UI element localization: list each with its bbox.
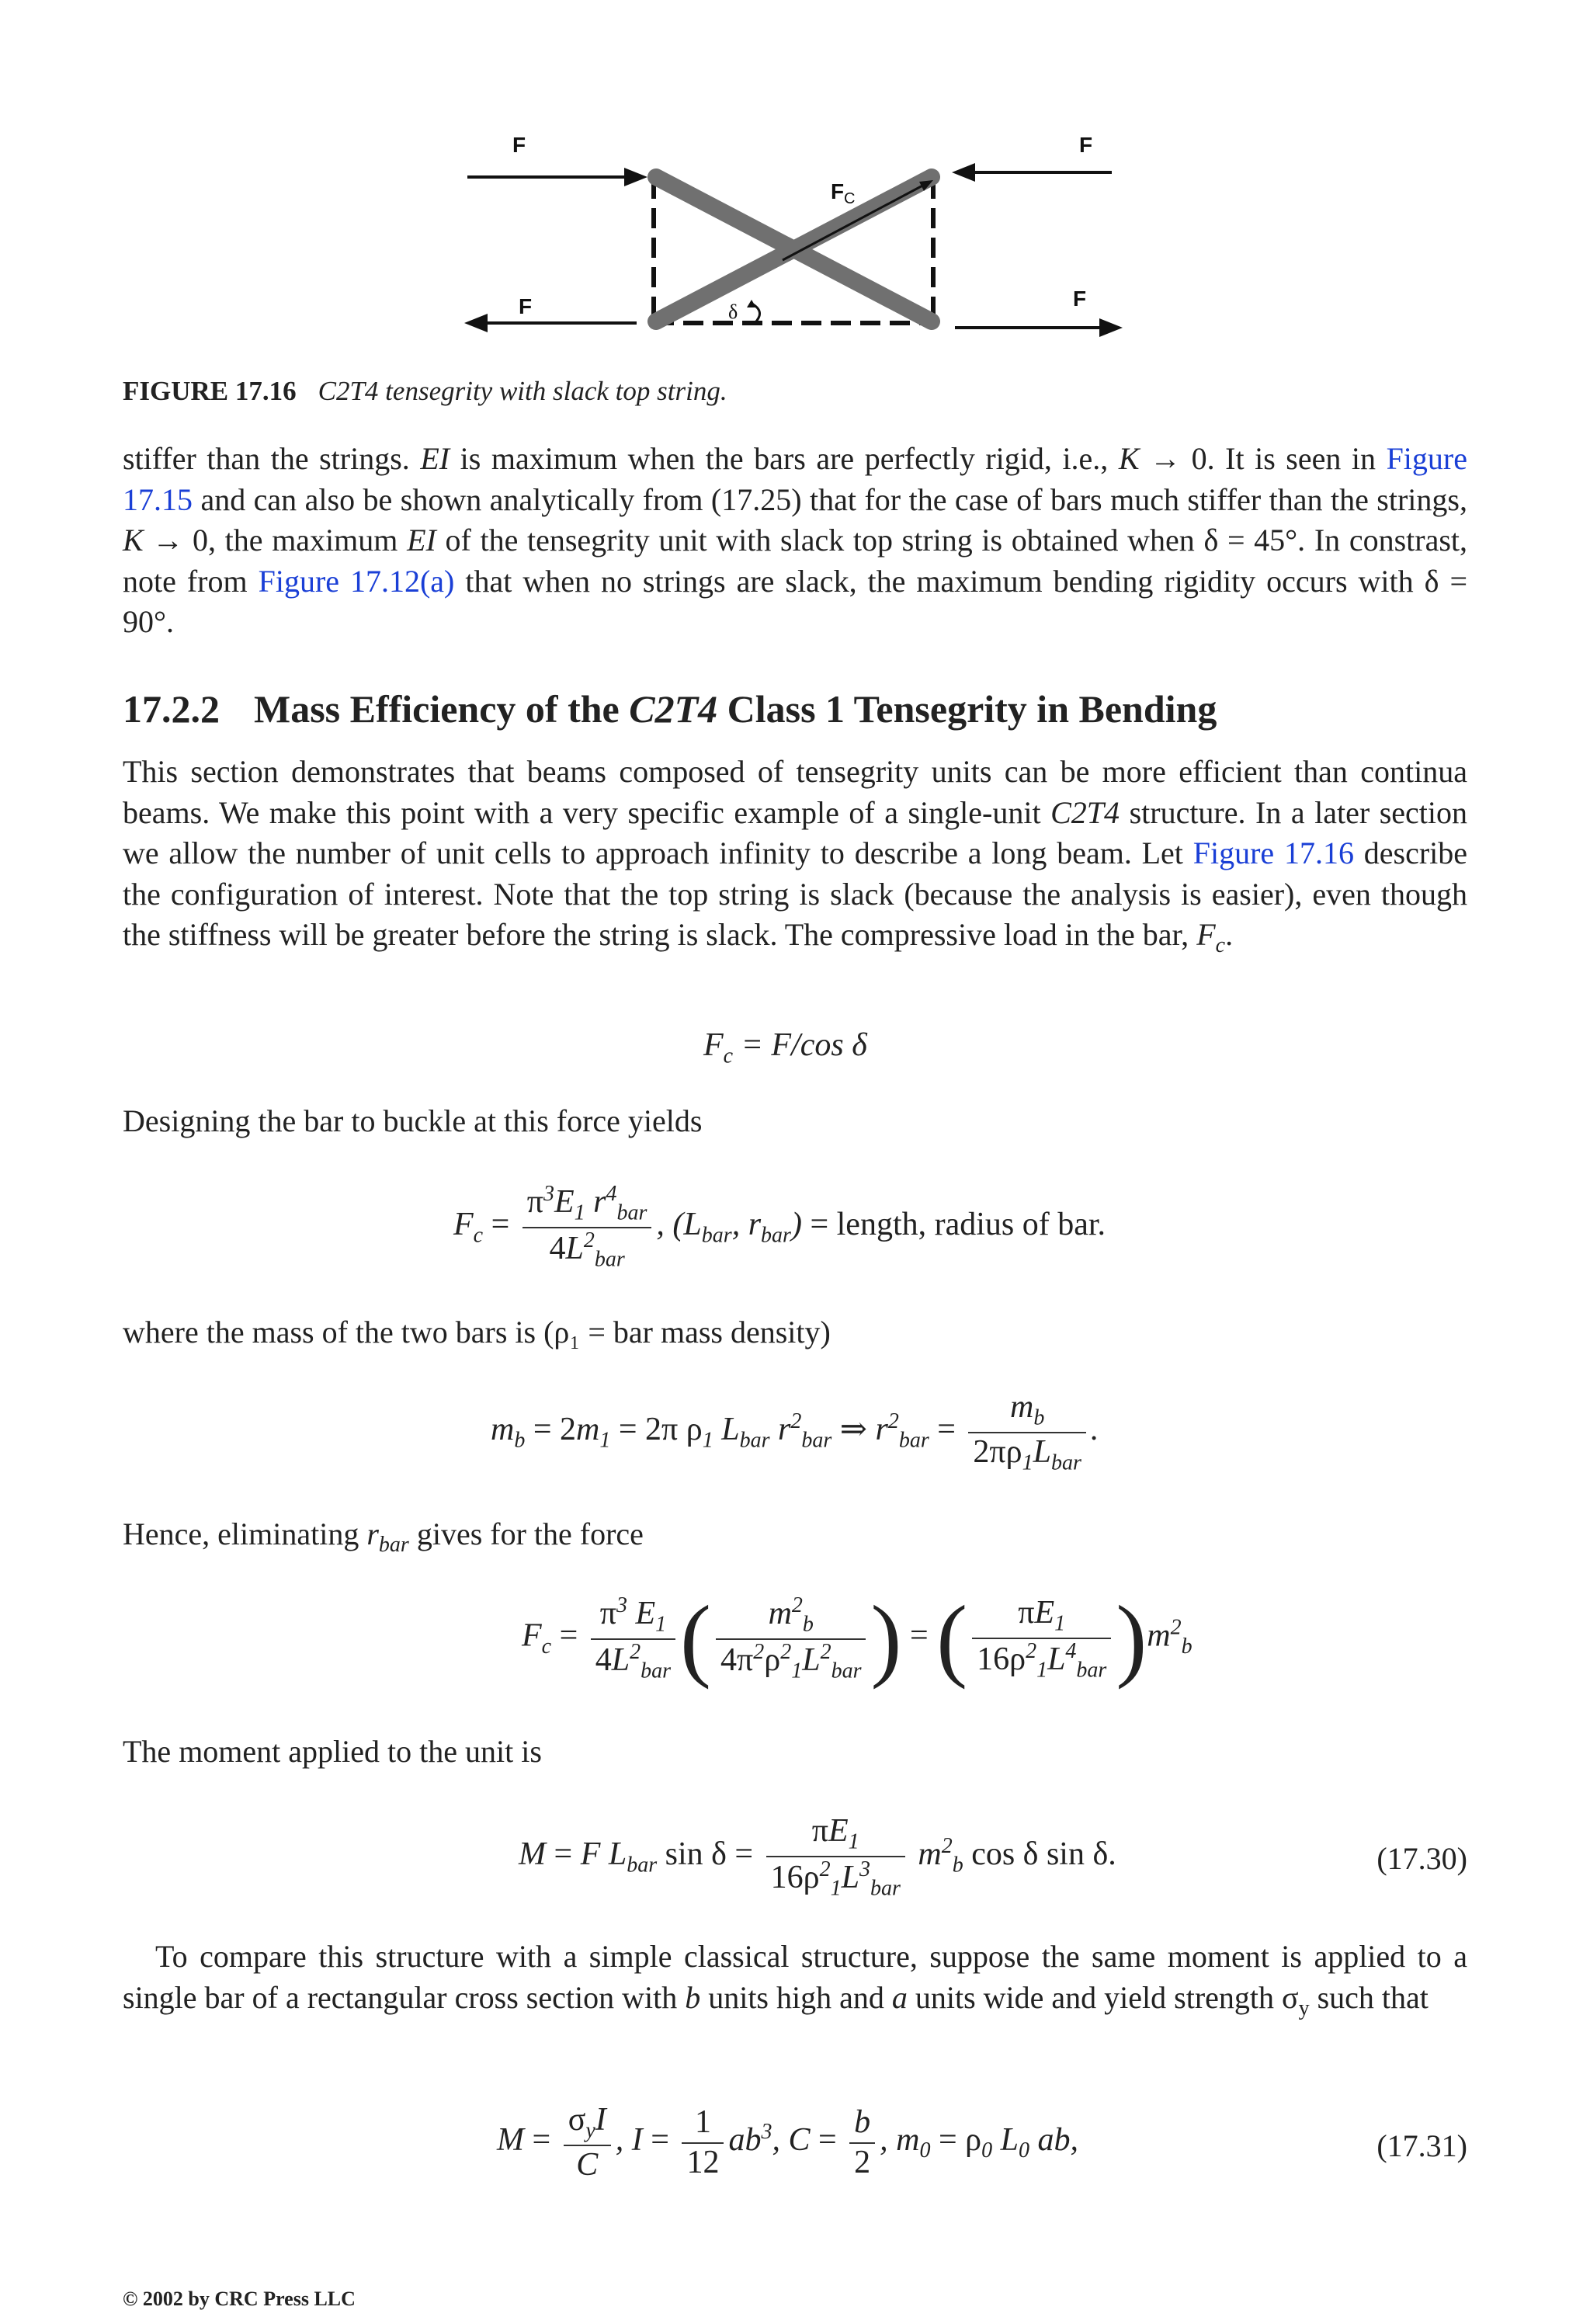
paragraph-4: where the mass of the two bars is (ρ₁ = bar mass density) bbox=[123, 1315, 831, 1350]
equation-number-17-30: (17.30) bbox=[1376, 1841, 1467, 1876]
equation-classical-bar: M = $\frac{\sigma_yI}{C}$ , I = $\frac{1}{12}$ $ab^3$, C = $\frac{b}{2}$ , $m_0 = \rho_0$ $L_0$ ab, bbox=[497, 2102, 1079, 2183]
equation-force-eliminated: $F_c$ = $\frac{\pi^3 E_1}{4L^2_{bar}}$ ( $\frac{m^2_b}{4\pi^2\rho^2_1L^2_{bar}}$ ) = ( $\frac{\pi E_1}{16\rho^2_1L^4_{bar}}$ )$m^2_b$ bbox=[522, 1586, 1192, 1690]
paragraph-2: This section demonstrates that beams composed of tensegrity units can be more efficient than continua beams. We make this point with a very specific example of a single-unit C2T4 structure. In a later section we allow the number of unit cells to approach infinity to describe a long beam. Let Figure 17.16 describe the configuration of interest. Note that the top string is slack (because the analysis is easier), even though the stiffness will be greater before the string is slack. The compressive load in the bar, $F_c$. bbox=[123, 754, 1468, 957]
copyright-footer: © 2002 by CRC Press LLC bbox=[123, 2288, 356, 2310]
caption-number: FIGURE 17.16 bbox=[123, 376, 297, 406]
label-f-bottom-right: F bbox=[1073, 287, 1087, 311]
equation-number-17-31: (17.31) bbox=[1376, 2128, 1467, 2163]
section-number: 17.2.2 bbox=[123, 687, 220, 731]
tensegrity-diagram bbox=[458, 132, 1141, 349]
paragraph-5: Hence, eliminating $r_{bar}$ gives for the force bbox=[123, 1516, 644, 1557]
equation-bar-mass: $m_b = 2m_1 = 2\pi$ $\rho_1$ $L_{bar}$ $r^2_{bar}$ ⇒ $r^2_{bar}$ = $\frac{m_b}{2\pi\rho_1L_{bar}}$ . bbox=[491, 1389, 1099, 1475]
label-f-bottom-left: F bbox=[519, 294, 533, 318]
section-heading: 17.2.2 Mass Efficiency of the C2T4 Class 1 Tensegrity in Bending bbox=[123, 687, 1217, 731]
label-fc: F bbox=[831, 179, 845, 203]
caption-text: C2T4 tensegrity with slack top string. bbox=[318, 376, 727, 406]
paragraph-7: To compare this structure with a simple classical structure, suppose the same moment is applied to a single bar of a rectangular cross section with b units high and a units wide and yield strength $\sigma_y$ such that bbox=[123, 1939, 1467, 2020]
link-figure-17-16[interactable]: Figure 17.16 bbox=[1192, 835, 1354, 870]
label-f-top-right: F bbox=[1079, 133, 1093, 157]
paragraph-6: The moment applied to the unit is bbox=[123, 1734, 542, 1769]
figure-caption bbox=[123, 376, 727, 407]
label-f-top-left: F bbox=[512, 133, 526, 157]
figure-17-16 bbox=[458, 132, 1141, 349]
label-delta: δ bbox=[728, 300, 738, 323]
link-figure-17-15[interactable]: Figure 17.15 bbox=[123, 441, 1467, 517]
equation-moment: M = F $L_{bar}$ sin δ = $\frac{\pi E_1}{16\rho^2_1L^3_{bar}}$ $m^2_b$ cos δ sin δ. bbox=[519, 1813, 1116, 1901]
paragraph-1: stiffer than the strings. EI is maximum when the bars are perfectly rigid, i.e., K → 0. It is seen in Figure 17.15 and can also be shown analytically from (17.25) that for the case of bars much stiffer than the strings, K → 0, the maximum EI of the tensegrity unit with slack top string is obtained when δ = 45°. In constrast, note from Figure 17.12(a) that when no strings are slack, the maximum bending rigidity occurs with δ = 90°. bbox=[123, 441, 1468, 639]
label-fc-sub: C bbox=[844, 190, 856, 207]
link-figure-17-12a[interactable]: Figure 17.12(a) bbox=[258, 563, 455, 599]
equation-buckling: $F_c$ = $\frac{\pi^3E_1 r^4_{bar}}{4L^2_{bar}}$ , ($L_{bar}$, $r_{bar}$) = length, radius of bar. bbox=[453, 1182, 1106, 1272]
equation-fc-cos: $F_c = F/\cos$ δ bbox=[703, 1027, 867, 1068]
paragraph-3: Designing the bar to buckle at this force yields bbox=[123, 1103, 703, 1138]
